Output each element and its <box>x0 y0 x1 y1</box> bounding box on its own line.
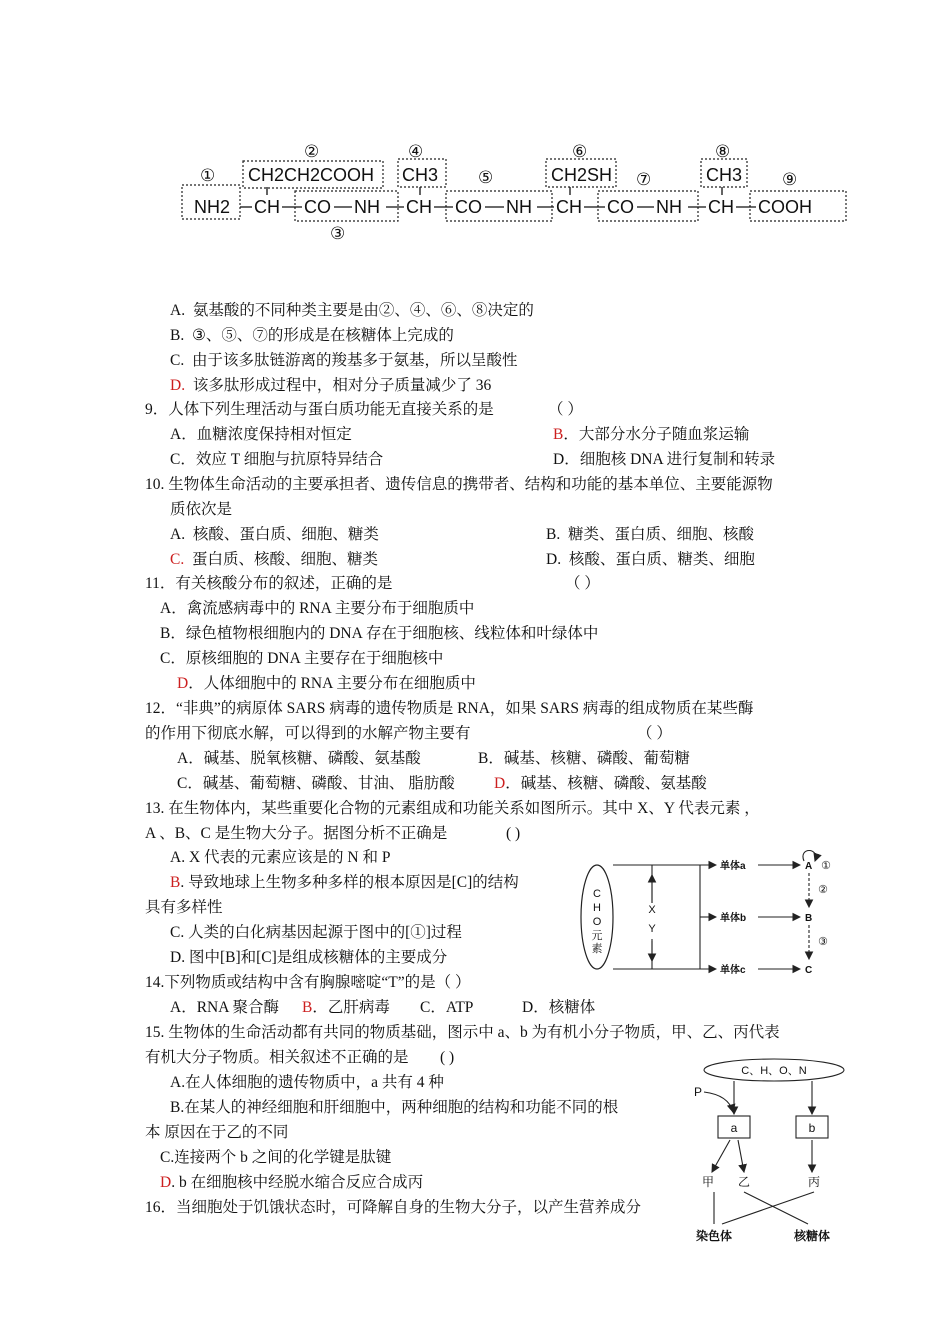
cho-yuan: 元 <box>591 930 603 942</box>
label-a: a <box>730 1121 738 1135</box>
q13-option-a: A. X 代表的元素应该是的 N 和 P <box>170 849 391 866</box>
q15-diagram <box>690 1058 850 1244</box>
q13-option-b: B. 导致地球上生物多种多样的根本原因是[C]的结构 <box>170 874 519 891</box>
q15-option-b: B.在某人的神经细胞和肝细胞中，两种细胞的结构和功能不同的根 <box>170 1099 619 1116</box>
answer-mark: D <box>177 675 189 692</box>
q11-paren: （ ） <box>565 575 600 592</box>
cho-o: O <box>592 916 602 928</box>
side-chain-4: CH3 <box>402 165 439 185</box>
macromolecule-c: C <box>805 965 813 975</box>
q14-option-b: B．乙肝病毒 <box>302 999 390 1016</box>
q15-stem-2: 有机大分子物质。相关叙述不正确的是 <box>145 1049 409 1066</box>
q9-stem: 9．人体下列生理活动与蛋白质功能无直接关系的是 <box>145 401 494 418</box>
circle-label-4: ④ <box>408 142 424 161</box>
amide-nh-1: NH <box>354 197 380 217</box>
answer-mark: D. <box>170 377 186 394</box>
monomer-b: 单体b <box>720 913 747 924</box>
carbonyl-1: CO <box>304 197 331 217</box>
cho-c: C <box>593 888 601 900</box>
alpha-carbon-2: CH <box>406 197 432 217</box>
answer-mark: C. <box>170 551 185 568</box>
macromolecule-a: A <box>805 861 813 872</box>
label-yi: 乙 <box>737 1175 751 1189</box>
step-3: ③ <box>818 936 828 948</box>
q10-option-b: B. 糖类、蛋白质、细胞、核酸 <box>546 526 754 543</box>
q10-stem-1: 10. 生物体生命活动的主要承担者、遗传信息的携带者、结构和功能的基本单位、主要能源物 <box>145 476 773 493</box>
q13-option-d: D. 图中[B]和[C]是组成核糖体的主要成分 <box>170 949 448 966</box>
q10-option-c: C. 蛋白质、核酸、细胞、糖类 <box>170 551 378 568</box>
answer-mark: B <box>553 426 564 443</box>
step-2: ② <box>818 884 828 896</box>
circle-label-5: ⑤ <box>478 168 494 187</box>
q15-option-a: A.在人体细胞的遗传物质中，a 共有 4 种 <box>170 1074 444 1091</box>
q11-option-b: B．绿色植物根细胞内的 DNA 存在于细胞核、线粒体和叶绿体中 <box>160 625 599 642</box>
q9-paren: （ ） <box>548 401 583 418</box>
amide-nh-2: NH <box>506 197 532 217</box>
q12-paren: （ ） <box>637 725 672 742</box>
label-bing: 丙 <box>807 1175 821 1189</box>
q13-paren: ( ) <box>506 825 521 842</box>
amino-terminal: NH2 <box>194 197 231 217</box>
q8-option-a: A. 氨基酸的不同种类主要是由②、④、⑥、⑧决定的 <box>170 302 534 319</box>
monomer-a: 单体a <box>720 861 746 872</box>
circle-label-1: ① <box>200 166 216 185</box>
answer-mark: D <box>494 775 506 792</box>
circle-label-7: ⑦ <box>636 170 652 189</box>
circle-label-6: ⑥ <box>572 142 588 161</box>
q14-stem: 14.下列物质或结构中含有胸腺嘧啶“T”的是（ ） <box>145 974 471 991</box>
q11-option-c: C．原核细胞的 DNA 主要存在于细胞核中 <box>160 650 444 667</box>
side-chain-2: CH2CH2COOH <box>248 165 375 185</box>
q15-option-c: C.连接两个 b 之间的化学键是肽键 <box>160 1149 392 1166</box>
q14-option-c: C．ATP <box>420 999 474 1016</box>
q11-option-a: A．禽流感病毒中的 RNA 主要分布于细胞质中 <box>160 600 475 617</box>
q9-option-b: B．大部分水分子随血浆运输 <box>553 426 750 443</box>
q13-diagram <box>578 845 848 975</box>
q13-option-c: C. 人类的白化病基因起源于图中的[①]过程 <box>170 924 462 941</box>
q12-option-b: B．碱基、核糖、磷酸、葡萄糖 <box>478 750 690 767</box>
circle-label-8: ⑧ <box>715 142 731 161</box>
q8-option-b: B. ③、⑤、⑦的形成是在核糖体上完成的 <box>170 327 454 344</box>
element-x: X <box>648 904 656 916</box>
monomer-c: 单体c <box>720 965 746 975</box>
answer-mark: D <box>160 1174 172 1191</box>
q9-option-a: A．血糖浓度保持相对恒定 <box>170 426 352 443</box>
alpha-carbon-1: CH <box>254 197 280 217</box>
q13-option-b-cont: 具有多样性 <box>145 899 223 916</box>
label-ribosome: 核糖体 <box>793 1229 831 1243</box>
step-1: ① <box>821 860 831 872</box>
q14-option-d: D．核糖体 <box>522 999 596 1016</box>
label-b: b <box>808 1121 816 1135</box>
chon-label: C、H、O、N <box>741 1065 807 1077</box>
alpha-carbon-4: CH <box>708 197 734 217</box>
q14-option-a: A．RNA 聚合酶 <box>170 999 279 1016</box>
amide-nh-3: NH <box>656 197 682 217</box>
element-y: Y <box>648 923 656 935</box>
answer-mark: B <box>170 874 181 891</box>
q13-stem-2: A 、B、C 是生物大分子。据图分析不正确是 <box>145 825 448 842</box>
side-chain-6: CH2SH <box>551 165 613 185</box>
label-p: P <box>693 1085 703 1099</box>
side-chain-8: CH3 <box>706 165 743 185</box>
q11-option-d: D．人体细胞中的 RNA 主要分布在细胞质中 <box>177 675 476 692</box>
q10-option-a: A. 核酸、蛋白质、细胞、糖类 <box>170 526 379 543</box>
q10-option-d: D. 核酸、蛋白质、糖类、细胞 <box>546 551 755 568</box>
cho-su: 素 <box>591 943 603 955</box>
q15-paren: ( ) <box>440 1049 455 1066</box>
q11-stem: 11．有关核酸分布的叙述，正确的是 <box>145 575 393 592</box>
q12-option-a: A．碱基、脱氧核糖、磷酸、氨基酸 <box>177 750 421 767</box>
q13-stem-1: 13. 在生物体内，某些重要化合物的元素组成和功能关系如图所示。其中 X、Y 代表元素 ， <box>145 800 760 817</box>
label-jia: 甲 <box>701 1175 715 1189</box>
circle-label-3: ③ <box>330 224 346 243</box>
peptide-structure-figure <box>170 135 850 250</box>
cho-h: H <box>593 902 601 914</box>
q10-stem-2: 质依次是 <box>170 501 233 518</box>
q9-option-c: C．效应 T 细胞与抗原特异结合 <box>170 451 384 468</box>
q16-stem: 16．当细胞处于饥饿状态时，可降解自身的生物大分子，以产生营养成分 <box>145 1199 642 1216</box>
q8-option-d: D. 该多肽形成过程中，相对分子质量减少了 36 <box>170 377 492 394</box>
carboxyl-terminal: COOH <box>758 197 812 217</box>
circle-label-9: ⑨ <box>782 170 798 189</box>
q15-stem-1: 15. 生物体的生命活动都有共同的物质基础，图示中 a、b 为有机小分子物质，甲、乙、丙代表 <box>145 1024 780 1041</box>
q12-stem-1: 12．“非典”的病原体 SARS 病毒的遗传物质是 RNA，如果 SARS 病毒的组成物质在某些酶 <box>145 700 754 717</box>
q8-option-c: C. 由于该多肽链游离的羧基多于氨基，所以呈酸性 <box>170 352 518 369</box>
q15-option-b-cont: 本 原因在于乙的不同 <box>145 1124 289 1141</box>
q12-stem-2: 的作用下彻底水解，可以得到的水解产物主要有 <box>145 725 471 742</box>
q12-option-d: D．碱基、核糖、磷酸、氨基酸 <box>494 775 707 792</box>
macromolecule-b: B <box>805 913 813 924</box>
q12-option-c: C．碱基、葡萄糖、磷酸、甘油、 脂肪酸 <box>177 775 455 792</box>
circle-label-2: ② <box>304 142 320 161</box>
q15-option-d: D. b 在细胞核中经脱水缩合反应合成丙 <box>160 1174 424 1191</box>
carbonyl-2: CO <box>455 197 482 217</box>
label-chromosome: 染色体 <box>695 1229 733 1243</box>
alpha-carbon-3: CH <box>556 197 582 217</box>
q9-option-d: D．细胞核 DNA 进行复制和转录 <box>553 451 776 468</box>
carbonyl-3: CO <box>607 197 634 217</box>
answer-mark: B <box>302 999 313 1016</box>
